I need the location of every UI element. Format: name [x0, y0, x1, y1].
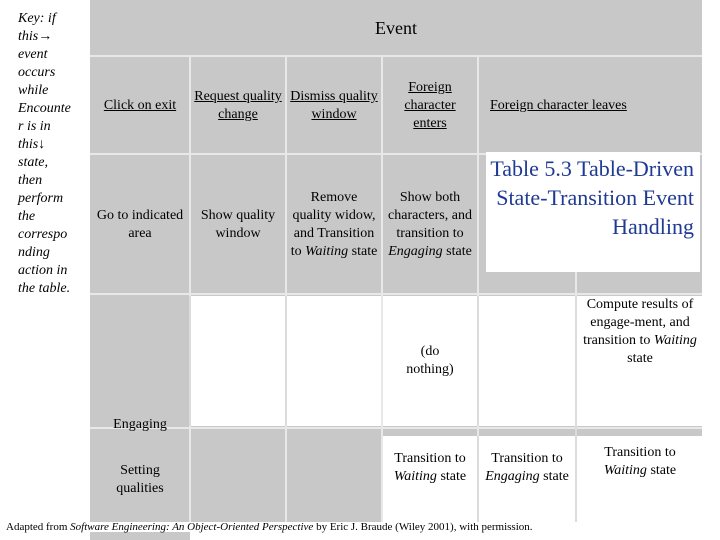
setting-foreign-enters-cell	[382, 442, 478, 514]
row-label-waiting: Go to indicated area	[96, 208, 184, 241]
engaging-foreign-enters-cell: (do nothing)	[406, 344, 454, 377]
col-header-foreign-character-leaves: Foreign character leaves	[490, 98, 627, 113]
cell-text: state	[436, 469, 467, 484]
key-line: this→	[18, 29, 53, 44]
setting-compute-cell	[578, 436, 702, 496]
cell-text-emphasis: Waiting	[305, 244, 349, 259]
key-line: perform	[18, 191, 64, 206]
waiting-request-quality-cell: Show quality window	[200, 208, 276, 241]
caption-text: Adapted from	[6, 521, 71, 533]
event-header: Event	[375, 18, 417, 38]
cell-text: state	[348, 244, 378, 259]
cell-text-emphasis: Waiting	[393, 469, 437, 484]
cell-text: state	[627, 351, 653, 366]
key-line: Encounte	[18, 101, 71, 116]
cell-text-emphasis: Waiting	[653, 333, 697, 348]
key-line: event	[18, 47, 48, 62]
key-line: then	[18, 173, 43, 188]
cell-text-emphasis: Waiting	[603, 463, 647, 478]
cell-text: state	[442, 244, 472, 259]
row-label-setting-qualities: Setting qualities	[116, 463, 164, 496]
key-line: action in	[18, 263, 68, 278]
key-line: this↓	[18, 137, 46, 152]
row-label-engaging: Engaging	[113, 417, 167, 432]
col-header-request-quality-change: Request quality change	[194, 89, 282, 122]
key-line: the table.	[18, 281, 71, 296]
cell-text: Transition to	[604, 445, 676, 460]
waiting-foreign-enters-cell	[382, 156, 478, 294]
key-legend	[6, 8, 86, 296]
key-line: state,	[18, 155, 48, 170]
key-line: the	[18, 209, 36, 224]
waiting-dismiss-quality-cell	[286, 156, 382, 294]
cell-text: Transition to	[394, 451, 466, 466]
caption-book-title: Software Engineering: An Object-Oriented Perspective	[70, 521, 314, 533]
table-title: Table 5.3 Table-Driven State-Transition Event Handling	[486, 152, 700, 272]
caption-text: by Eric J. Braude (Wiley 2001), with permission.	[313, 521, 533, 533]
engaging-compute-results-cell	[578, 296, 702, 376]
setting-foreign-leaves-cell	[478, 442, 576, 514]
cell-text: Compute results of engage-ment, and transition to	[583, 297, 694, 348]
cell-text-emphasis: Engaging	[485, 469, 540, 484]
row-label-click-on-exit: Click on exit	[103, 98, 177, 113]
cell-text: Show both characters, and transition to	[388, 190, 472, 241]
key-line: while	[18, 83, 49, 98]
key-line: Key: if	[18, 11, 56, 26]
cell-text-emphasis: Engaging	[388, 244, 443, 259]
cell-text: Transition to	[491, 451, 563, 466]
key-line: occurs	[18, 65, 56, 80]
source-caption	[6, 521, 533, 534]
cell-text: state	[539, 469, 569, 484]
cell-text: Remove quality widow, and Transition to	[290, 190, 376, 259]
key-line: r is in	[18, 119, 51, 134]
key-line: nding	[18, 245, 50, 260]
key-line: correspo	[18, 227, 68, 242]
col-header-dismiss-quality-window: Dismiss quality window	[290, 89, 378, 122]
col-header-foreign-character-enters: Foreign character enters	[404, 80, 456, 131]
cell-text: state	[646, 463, 677, 478]
